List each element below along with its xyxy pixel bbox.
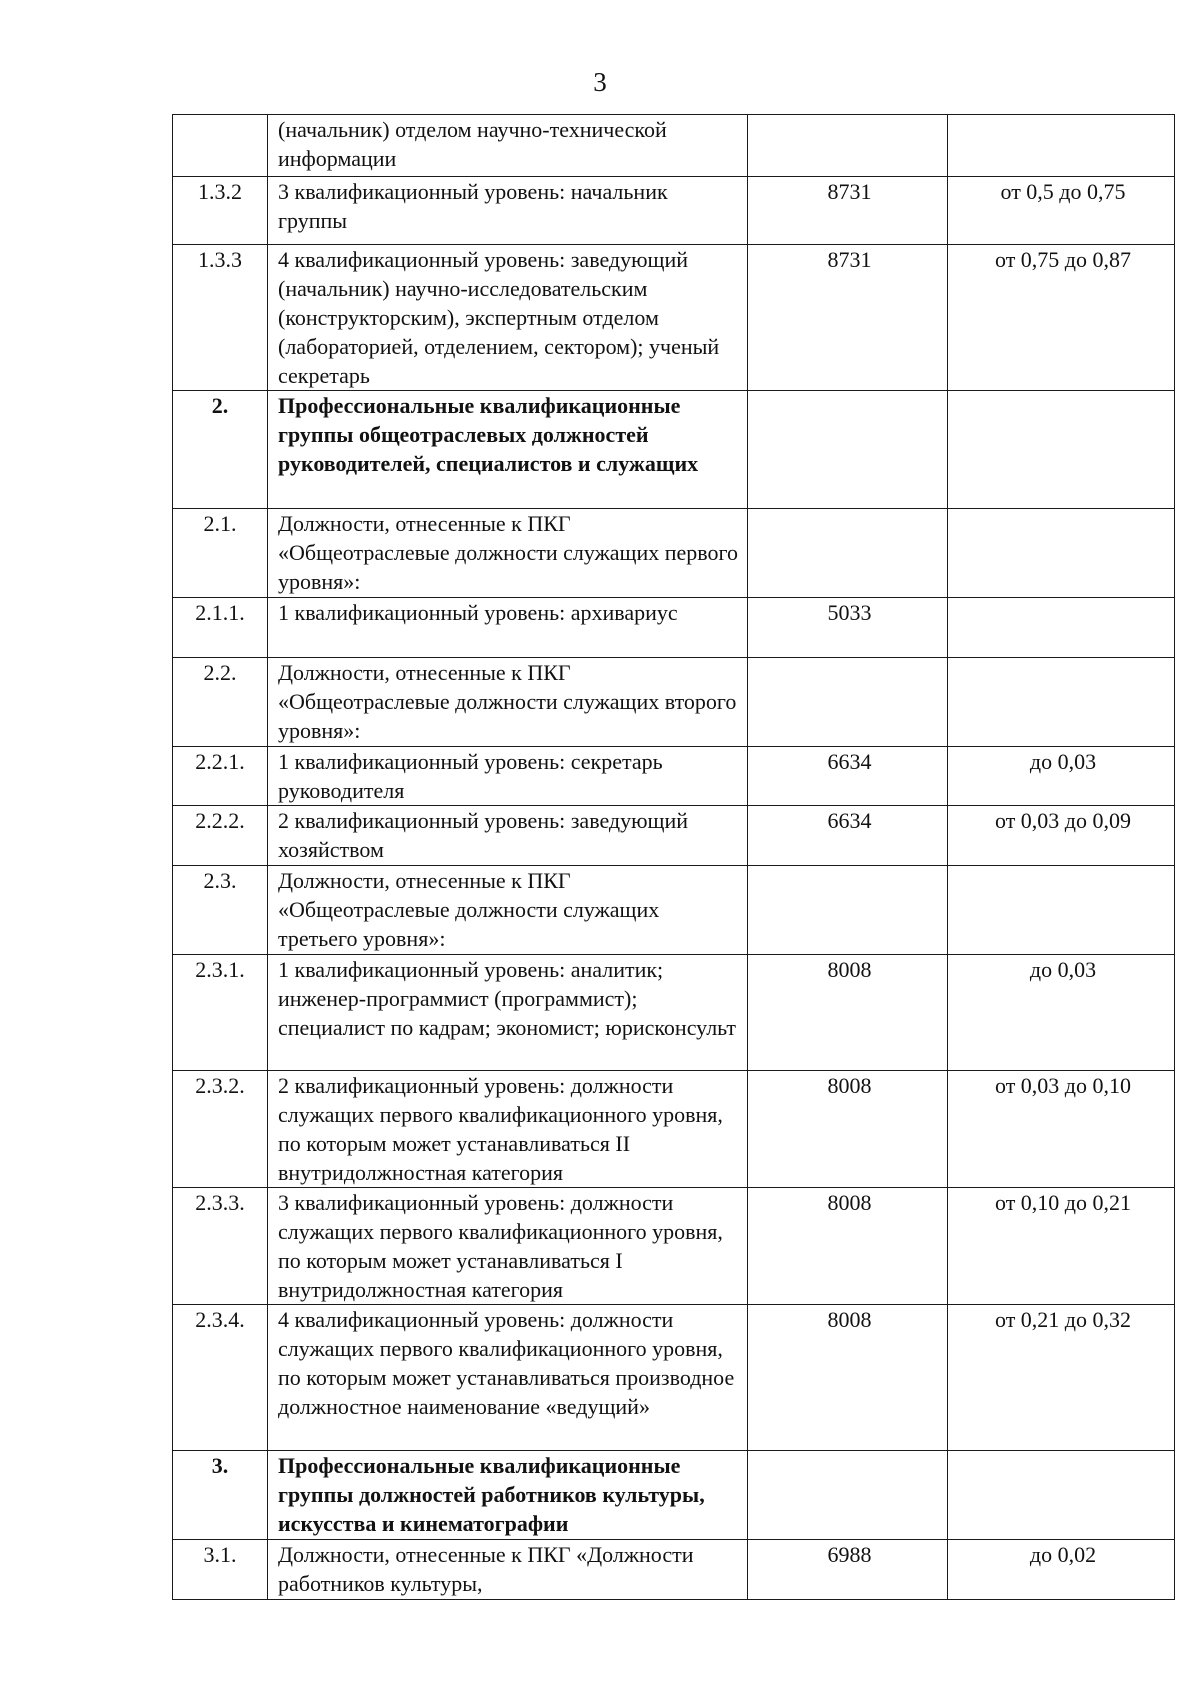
table-row [173,245,1175,391]
table-row [173,1305,1175,1451]
position-name-cell: 4 квалификационный уровень: должности служащих первого квалификационного уровня, по которым может устанавливаться производное должностное наименование «ведущий» [268,1305,748,1451]
coefficient-cell: от 0,5 до 0,75 [948,177,1175,245]
table-row [173,1540,1175,1600]
base-salary-cell: 8731 [748,245,948,391]
table-row [173,1188,1175,1305]
row-number-cell: 2.3.4. [173,1305,268,1451]
coefficient-cell [948,115,1175,177]
coefficient-cell: от 0,21 до 0,32 [948,1305,1175,1451]
position-name-cell: 2 квалификационный уровень: заведующий хозяйством [268,806,748,866]
base-salary-cell: 8008 [748,1305,948,1451]
position-name-cell: 1 квалификационный уровень: секретарь руководителя [268,747,748,806]
base-salary-cell: 8008 [748,1188,948,1305]
base-salary-cell: 6988 [748,1540,948,1600]
row-number-cell: 3.1. [173,1540,268,1600]
page-number: 3 [593,67,607,97]
base-salary-cell [748,866,948,955]
position-name-cell: 3 квалификационный уровень: начальник группы [268,177,748,245]
base-salary-cell: 8731 [748,177,948,245]
base-salary-cell: 8008 [748,1071,948,1188]
table-row [173,747,1175,806]
base-salary-cell [748,391,948,509]
position-name-cell: Профессиональные квалификационные группы должностей работников культуры, искусства и кинематографии [268,1451,748,1540]
row-number-cell: 2.3. [173,866,268,955]
row-number-cell: 2.1. [173,509,268,598]
coefficient-cell [948,598,1175,658]
table-row [173,391,1175,509]
table-row [173,1071,1175,1188]
position-name-cell: (начальник) отделом научно-технической информации [268,115,748,177]
coefficient-cell [948,509,1175,598]
base-salary-cell [748,1451,948,1540]
coefficient-cell: до 0,02 [948,1540,1175,1600]
base-salary-cell [748,115,948,177]
row-number-cell: 1.3.3 [173,245,268,391]
table-row [173,598,1175,658]
coefficient-cell [948,866,1175,955]
base-salary-cell: 5033 [748,598,948,658]
row-number-cell: 2. [173,391,268,509]
table-row [173,866,1175,955]
table-row [173,1451,1175,1540]
base-salary-cell [748,509,948,598]
position-name-cell: Должности, отнесенные к ПКГ «Общеотраслевые должности служащих первого уровня»: [268,509,748,598]
coefficient-cell [948,391,1175,509]
row-number-cell: 2.3.1. [173,955,268,1071]
table-row [173,955,1175,1071]
coefficient-cell [948,658,1175,747]
base-salary-cell: 8008 [748,955,948,1071]
coefficient-cell: до 0,03 [948,747,1175,806]
table-row [173,115,1175,177]
table-row [173,658,1175,747]
row-number-cell: 2.2.2. [173,806,268,866]
base-salary-cell [748,658,948,747]
row-number-cell [173,115,268,177]
row-number-cell: 2.3.3. [173,1188,268,1305]
position-name-cell: 1 квалификационный уровень: аналитик; инженер-программист (программист); специалист по кадрам; экономист; юрисконсульт [268,955,748,1071]
coefficient-cell: от 0,03 до 0,09 [948,806,1175,866]
qualification-groups-table [172,114,1175,1600]
coefficient-cell: от 0,10 до 0,21 [948,1188,1175,1305]
coefficient-cell: до 0,03 [948,955,1175,1071]
base-salary-cell: 6634 [748,806,948,866]
table-row [173,177,1175,245]
position-name-cell: Профессиональные квалификационные группы общеотраслевых должностей руководителей, специалистов и служащих [268,391,748,509]
row-number-cell: 2.1.1. [173,598,268,658]
row-number-cell: 1.3.2 [173,177,268,245]
base-salary-cell: 6634 [748,747,948,806]
table-body [173,115,1175,1600]
table-row [173,509,1175,598]
coefficient-cell: от 0,75 до 0,87 [948,245,1175,391]
row-number-cell: 2.2.1. [173,747,268,806]
row-number-cell: 2.3.2. [173,1071,268,1188]
position-name-cell: 2 квалификационный уровень: должности служащих первого квалификационного уровня, по которым может устанавливаться II внутридолжностная категория [268,1071,748,1188]
position-name-cell: 3 квалификационный уровень: должности служащих первого квалификационного уровня, по которым может устанавливаться I внутридолжностная категория [268,1188,748,1305]
position-name-cell: Должности, отнесенные к ПКГ «Общеотраслевые должности служащих третьего уровня»: [268,866,748,955]
row-number-cell: 2.2. [173,658,268,747]
coefficient-cell [948,1451,1175,1540]
position-name-cell: 4 квалификационный уровень: заведующий (начальник) научно-исследовательским (конструкторским), экспертным отделом (лабораторией, отделением, сектором); ученый секретарь [268,245,748,391]
coefficient-cell: от 0,03 до 0,10 [948,1071,1175,1188]
position-name-cell: Должности, отнесенные к ПКГ «Общеотраслевые должности служащих второго уровня»: [268,658,748,747]
row-number-cell: 3. [173,1451,268,1540]
position-name-cell: 1 квалификационный уровень: архивариус [268,598,748,658]
position-name-cell: Должности, отнесенные к ПКГ «Должности работников культуры, [268,1540,748,1600]
table-row [173,806,1175,866]
